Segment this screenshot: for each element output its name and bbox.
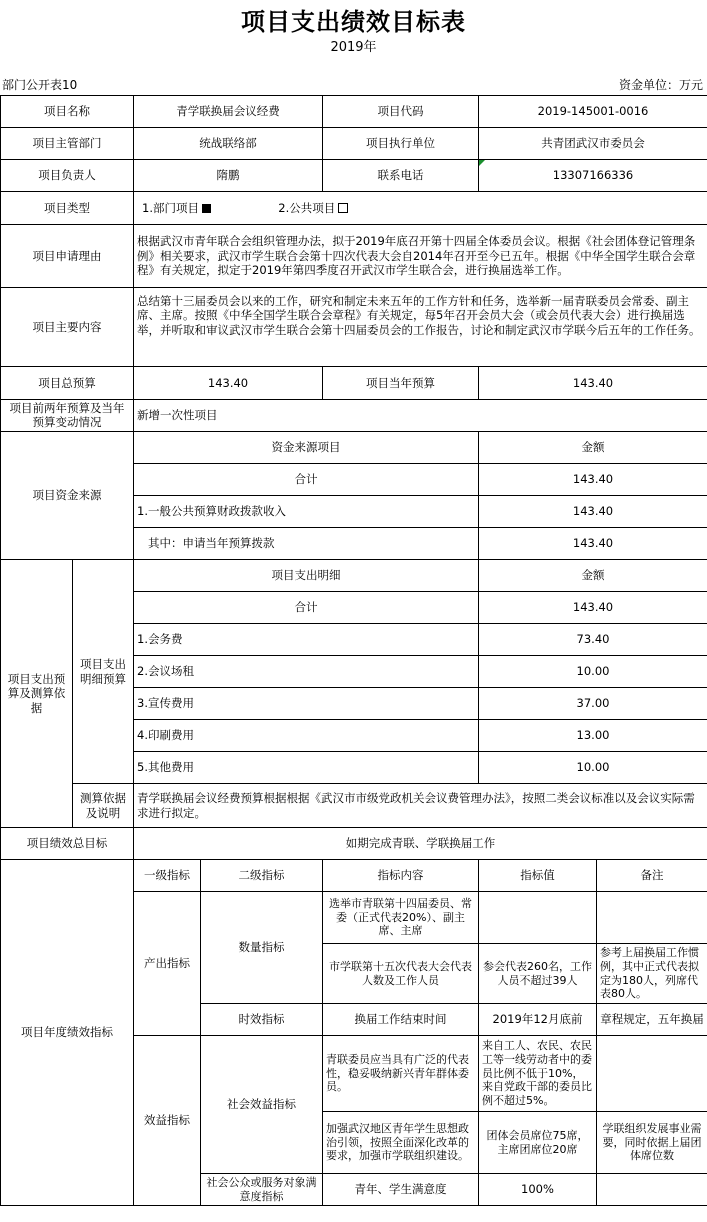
form-number: 部门公开表10	[2, 78, 78, 92]
basis-label: 测算依据及说明	[73, 784, 134, 828]
annual-indicator-label: 项目年度绩效指标	[1, 860, 134, 1206]
expense-label: 项目支出预算及测算依据	[1, 560, 73, 828]
exec-unit-label: 项目执行单位	[323, 128, 479, 160]
expense-row-amount: 37.00	[479, 688, 707, 720]
type-label: 项目类型	[1, 192, 134, 225]
output-indicator-label: 产出指标	[134, 892, 201, 1036]
indicator-value: 2019年12月底前	[479, 1004, 597, 1036]
funding-row-name: 合计	[134, 464, 479, 496]
expense-col-header: 项目支出明细	[134, 560, 479, 592]
total-budget-label: 项目总预算	[1, 367, 134, 400]
header-content: 指标内容	[323, 860, 479, 892]
expense-row-amount: 10.00	[479, 752, 707, 784]
indicator-content: 选举市青联第十四届委员、常委（正式代表20%）、副主席、主席	[323, 892, 479, 944]
goal-value: 如期完成青联、学联换届工作	[134, 828, 707, 860]
funding-row-amount: 143.40	[479, 496, 707, 528]
quantity-indicator-label: 数量指标	[201, 892, 323, 1004]
funding-row-amount: 143.40	[479, 528, 707, 560]
report-year: 2019年	[330, 40, 377, 55]
project-name-value: 青学联换届会议经费	[134, 96, 323, 128]
indicator-note: 参考上届换届工作惯例，其中正式代表拟定为180人，列席代表80人。	[597, 944, 707, 1004]
dept-value: 统战联络部	[134, 128, 323, 160]
indicator-value: 100%	[479, 1174, 597, 1206]
reason-text: 根据武汉市青年联合会组织管理办法，拟于2019年底召开第十四届全体委员会议。根据《社会团体登记管理条例》相关要求，武汉市学生联合会第十四次代表大会自2014年召开至今已五年。根据《中华全国学生联合会章程》有关规定，拟定于2019年第四季度召开武汉市学生联合会，进行换届选举工作。	[134, 225, 707, 288]
leader-value: 隋鹏	[134, 160, 323, 192]
expense-row-amount: 10.00	[479, 656, 707, 688]
checked-box-icon	[202, 204, 211, 213]
funding-col-header: 资金来源项目	[134, 432, 479, 464]
time-indicator-label: 时效指标	[201, 1004, 323, 1036]
phone-label: 联系电话	[323, 160, 479, 192]
content-label: 项目主要内容	[1, 288, 134, 367]
expense-row-amount: 13.00	[479, 720, 707, 752]
cell-comment-marker	[479, 160, 485, 166]
exec-unit-value: 共青团武汉市委员会	[479, 128, 707, 160]
project-code-label: 项目代码	[323, 96, 479, 128]
unchecked-box-icon	[338, 203, 348, 213]
leader-label: 项目负责人	[1, 160, 134, 192]
expense-row-amount: 143.40	[479, 592, 707, 624]
expense-row-name: 2.会议场租	[134, 656, 479, 688]
expense-amount-header: 金额	[479, 560, 707, 592]
indicator-value: 来自工人、农民、农民工等一线劳动者中的委员比例不低于10%，来自党政干部的委员比例不超过5%。	[479, 1036, 597, 1112]
currency-unit: 资金单位：万元	[618, 78, 703, 92]
content-text: 总结第十三届委员会以来的工作，研究和制定未来五年的工作方针和任务，选举新一届青联委员会常委、副主席、主席。按照《中华全国学生联合会章程》有关规定，每5年召开会员大会（或会员代表大会）进行换届选举，并听取和审议武汉市学生联合会第十四届委员会的工作报告，讨论和制定武汉市学联今后五年的工作任务。	[134, 288, 707, 367]
expense-row-name: 5.其他费用	[134, 752, 479, 784]
budget-change-label: 项目前两年预算及当年预算变动情况	[1, 400, 134, 432]
indicator-note	[597, 892, 707, 944]
funding-row-amount: 143.40	[479, 464, 707, 496]
phone-text: 13307166336	[552, 168, 634, 183]
page-title: 项目支出绩效目标表	[241, 8, 466, 36]
indicator-note	[597, 1174, 707, 1206]
indicator-content: 市学联第十五次代表大会代表人数及工作人员	[323, 944, 479, 1004]
indicator-value: 团体会员席位75席，主席团席位20席	[479, 1112, 597, 1174]
expense-row-name: 合计	[134, 592, 479, 624]
indicator-note	[597, 1036, 707, 1112]
indicator-content: 加强武汉地区青年学生思想政治引领，按照全面深化改革的要求，加强市学联组织建设。	[323, 1112, 479, 1174]
expense-detail-label: 项目支出明细预算	[73, 560, 134, 784]
satisfaction-indicator-label: 社会公众或服务对象满意度指标	[201, 1174, 323, 1206]
indicator-content: 青年、学生满意度	[323, 1174, 479, 1206]
type-options	[134, 192, 707, 225]
indicator-content: 换届工作结束时间	[323, 1004, 479, 1036]
header-level2: 二级指标	[201, 860, 323, 892]
reason-label: 项目申请理由	[1, 225, 134, 288]
funding-label: 项目资金来源	[1, 432, 134, 560]
indicator-value	[479, 892, 597, 944]
type-option-public: 2.公共项目	[278, 200, 336, 215]
expense-row-name: 4.印刷费用	[134, 720, 479, 752]
header-note: 备注	[597, 860, 707, 892]
indicator-note: 章程规定，五年换届	[597, 1004, 707, 1036]
indicator-note: 学联组织发展事业需要，同时依据上届团体席位数	[597, 1112, 707, 1174]
indicator-value: 参会代表260名，工作人员不超过39人	[479, 944, 597, 1004]
goal-label: 项目绩效总目标	[1, 828, 134, 860]
type-option-dept: 1.部门项目	[142, 200, 199, 215]
funding-row-name: 其中：申请当年预算拨款	[134, 528, 479, 560]
phone-value	[479, 160, 707, 192]
benefit-indicator-label: 效益指标	[134, 1036, 201, 1206]
header-value: 指标值	[479, 860, 597, 892]
basis-text: 青学联换届会议经费预算根据根据《武汉市市级党政机关会议费管理办法》，按照二类会议标准以及会议实际需求进行拟定。	[134, 784, 707, 828]
funding-row-name: 1.一般公共预算财政拨款收入	[134, 496, 479, 528]
social-benefit-label: 社会效益指标	[201, 1036, 323, 1174]
budget-change-value: 新增一次性项目	[134, 400, 707, 432]
year-budget-value: 143.40	[479, 367, 707, 400]
project-name-label: 项目名称	[1, 96, 134, 128]
total-budget-value: 143.40	[134, 367, 323, 400]
indicator-content: 青联委员应当具有广泛的代表性，稳妥吸纳新兴青年群体委员。	[323, 1036, 479, 1112]
year-budget-label: 项目当年预算	[323, 367, 479, 400]
expense-row-name: 3.宣传费用	[134, 688, 479, 720]
expense-row-amount: 73.40	[479, 624, 707, 656]
dept-label: 项目主管部门	[1, 128, 134, 160]
project-performance-table	[0, 95, 707, 1206]
project-code-value: 2019-145001-0016	[479, 96, 707, 128]
header-level1: 一级指标	[134, 860, 201, 892]
expense-row-name: 1.会务费	[134, 624, 479, 656]
funding-amount-header: 金额	[479, 432, 707, 464]
